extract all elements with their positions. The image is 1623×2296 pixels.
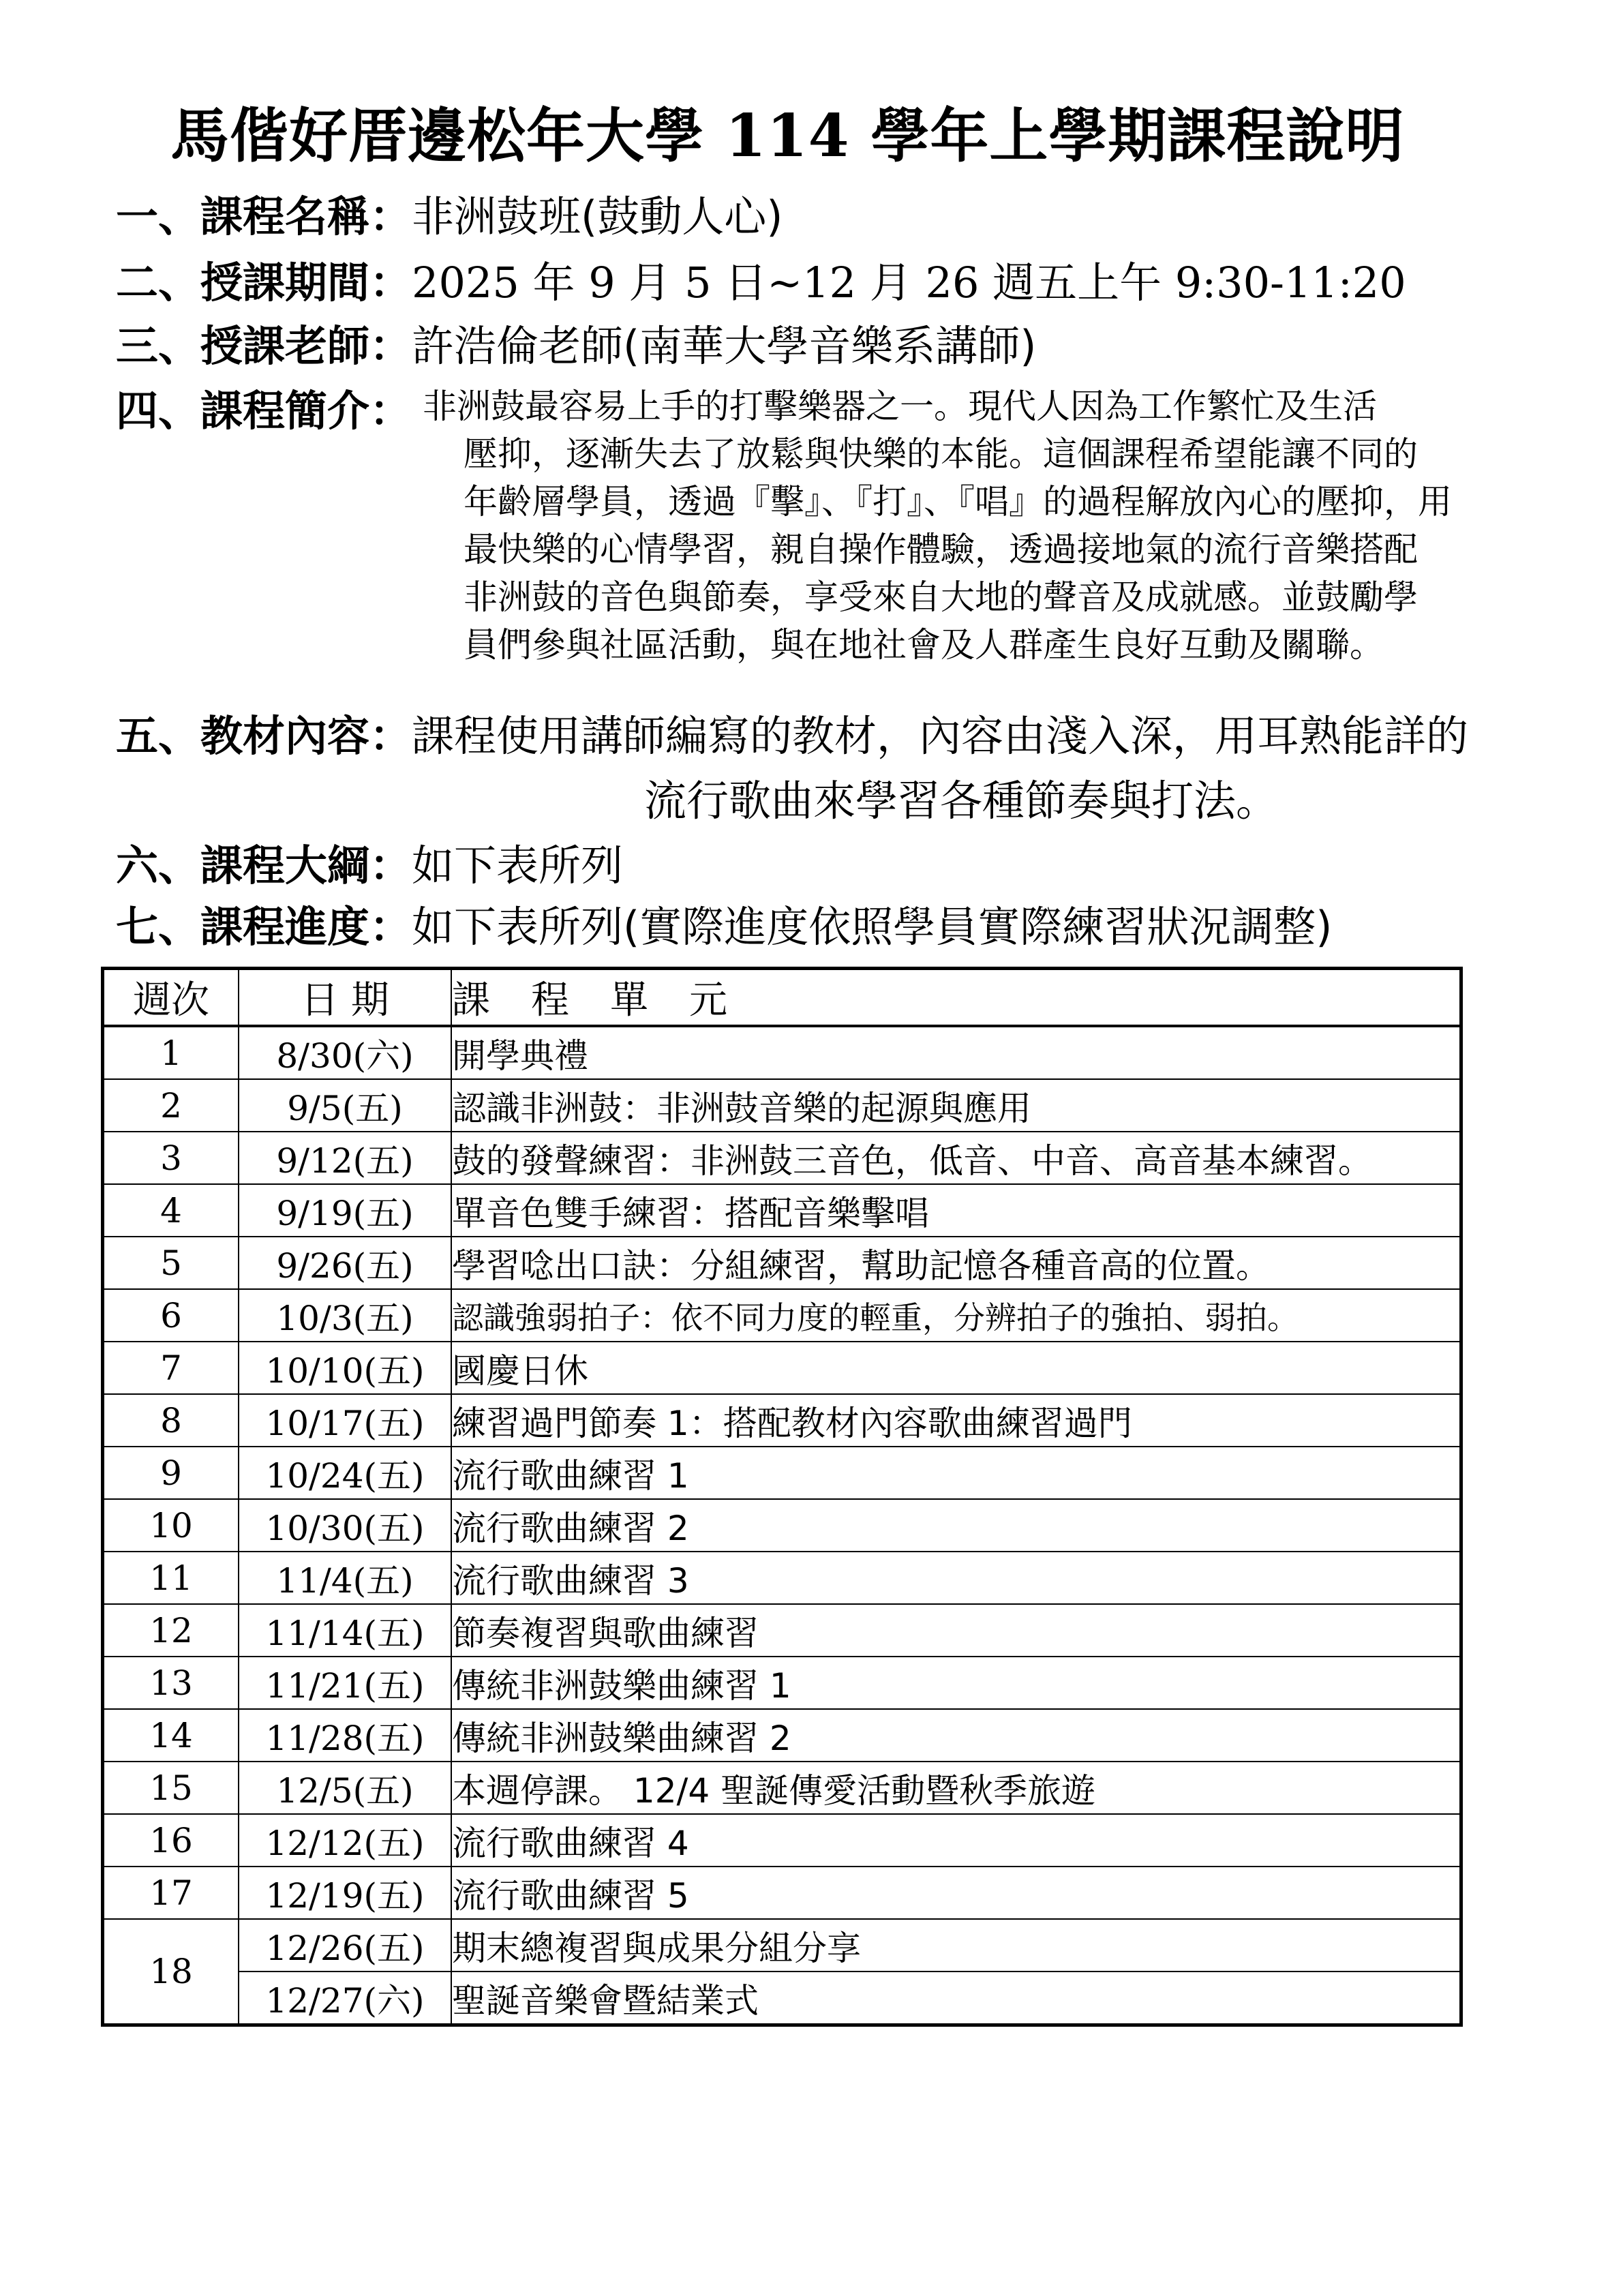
section-progress xyxy=(116,893,1332,954)
week-cell: 16 xyxy=(103,1814,239,1867)
table-row xyxy=(103,1814,1461,1867)
unit-cell: 認識非洲鼓：非洲鼓音樂的起源與應用 xyxy=(451,1079,1461,1132)
unit-cell: 聖誕音樂會暨結業式 xyxy=(451,1972,1461,2025)
intro-line-4: 最快樂的心情學習，親自操作體驗，透過接地氣的流行音樂搭配 xyxy=(464,530,1418,569)
intro-line-3: 年齡層學員，透過『擊』、『打』、『唱』的過程解放內心的壓抑，用 xyxy=(464,482,1452,522)
table-row xyxy=(103,1026,1461,1079)
week-cell: 11 xyxy=(103,1552,239,1604)
week-cell: 14 xyxy=(103,1709,239,1762)
table-row xyxy=(103,1867,1461,1919)
date-cell: 12/27(六) xyxy=(239,1972,451,2025)
unit-cell: 流行歌曲練習 1 xyxy=(451,1447,1461,1499)
week-cell: 3 xyxy=(103,1132,239,1184)
week-cell: 2 xyxy=(103,1079,239,1132)
section-label: 一、課程名稱： xyxy=(116,192,412,241)
material-line-1: 課程使用講師編寫的教材，內容由淺入深，用耳熟能詳的 xyxy=(412,711,1469,761)
section-label: 三、授課老師： xyxy=(116,321,412,371)
table-row xyxy=(103,1289,1461,1342)
date-cell: 10/10(五) xyxy=(239,1342,451,1394)
week-cell: 1 xyxy=(103,1026,239,1079)
section-value: 流行歌曲來學習各種節奏與打法。 xyxy=(644,776,1279,826)
unit-cell: 國慶日休 xyxy=(451,1342,1461,1394)
unit-cell: 流行歌曲練習 5 xyxy=(451,1867,1461,1919)
table-row xyxy=(103,1552,1461,1604)
section-outline xyxy=(116,832,623,892)
section-value: 如下表所列 xyxy=(412,841,624,890)
intro-line-2: 壓抑，逐漸失去了放鬆與快樂的本能。這個課程希望能讓不同的 xyxy=(464,434,1418,474)
unit-cell: 流行歌曲練習 3 xyxy=(451,1552,1461,1604)
table-row xyxy=(103,1079,1461,1132)
date-cell: 9/19(五) xyxy=(239,1184,451,1237)
unit-cell: 認識強弱拍子：依不同力度的輕重，分辨拍子的強拍、弱拍。 xyxy=(451,1289,1461,1342)
unit-cell: 流行歌曲練習 2 xyxy=(451,1499,1461,1552)
section-intro-label xyxy=(116,377,412,438)
table-row xyxy=(103,1657,1461,1709)
table-header-row xyxy=(103,969,1461,1027)
section-material xyxy=(116,702,1468,763)
section-value: 非洲鼓班(鼓動人心) xyxy=(412,192,783,241)
week-cell: 17 xyxy=(103,1867,239,1919)
date-cell: 10/30(五) xyxy=(239,1499,451,1552)
date-cell: 9/5(五) xyxy=(239,1079,451,1132)
material-line-2 xyxy=(644,767,1278,828)
date-cell: 12/5(五) xyxy=(239,1762,451,1814)
unit-cell: 練習過門節奏 1：搭配教材內容歌曲練習過門 xyxy=(451,1394,1461,1447)
week-cell: 7 xyxy=(103,1342,239,1394)
intro-line-1: 非洲鼓最容易上手的打擊樂器之一。現代人因為工作繁忙及生活 xyxy=(423,387,1377,426)
table-row xyxy=(103,1447,1461,1499)
table-row xyxy=(103,1604,1461,1657)
date-cell: 12/26(五) xyxy=(239,1919,451,1972)
date-cell: 11/28(五) xyxy=(239,1709,451,1762)
week-cell: 4 xyxy=(103,1184,239,1237)
table-row xyxy=(103,1237,1461,1289)
week-cell: 10 xyxy=(103,1499,239,1552)
section-label: 四、課程簡介： xyxy=(116,386,412,436)
table-row xyxy=(103,1342,1461,1394)
table-row xyxy=(103,1919,1461,1972)
week-cell: 9 xyxy=(103,1447,239,1499)
unit-cell: 學習唸出口訣：分組練習，幫助記憶各種音高的位置。 xyxy=(451,1237,1461,1289)
date-cell: 10/3(五) xyxy=(239,1289,451,1342)
unit-cell: 傳統非洲鼓樂曲練習 2 xyxy=(451,1709,1461,1762)
table-row xyxy=(103,1972,1461,2025)
schedule-table xyxy=(101,967,1463,2027)
header-week: 週次 xyxy=(103,969,239,1027)
unit-cell: 傳統非洲鼓樂曲練習 1 xyxy=(451,1657,1461,1709)
week-cell: 12 xyxy=(103,1604,239,1657)
section-course-name xyxy=(116,183,783,243)
section-label: 五、教材內容： xyxy=(116,711,412,761)
week-cell: 6 xyxy=(103,1289,239,1342)
intro-line-5: 非洲鼓的音色與節奏，享受來自大地的聲音及成就感。並鼓勵學 xyxy=(464,577,1418,617)
header-unit: 課程單元 xyxy=(451,969,1461,1027)
date-cell: 11/14(五) xyxy=(239,1604,451,1657)
date-cell: 11/21(五) xyxy=(239,1657,451,1709)
unit-cell: 期末總複習與成果分組分享 xyxy=(451,1919,1461,1972)
date-cell: 10/24(五) xyxy=(239,1447,451,1499)
week-cell: 13 xyxy=(103,1657,239,1709)
intro-line-6: 員們參與社區活動，與在地社會及人群產生良好互動及關聯。 xyxy=(464,625,1384,665)
section-value: 2025 年 9 月 5 日~12 月 26 週五上午 9:30-11:20 xyxy=(412,258,1406,307)
table-row xyxy=(103,1184,1461,1237)
unit-cell: 鼓的發聲練習：非洲鼓三音色，低音、中音、高音基本練習。 xyxy=(451,1132,1461,1184)
document-title: 馬偕好厝邊松年大學 114 學年上學期課程說明 xyxy=(170,102,1405,170)
section-teacher xyxy=(116,312,1036,373)
date-cell: 12/19(五) xyxy=(239,1867,451,1919)
table-row xyxy=(103,1762,1461,1814)
section-label: 七、課程進度： xyxy=(116,902,412,952)
week-cell: 18 xyxy=(103,1919,239,2025)
section-value: 如下表所列(實際進度依照學員實際練習狀況調整) xyxy=(412,902,1333,952)
table-row xyxy=(103,1709,1461,1762)
table-row xyxy=(103,1132,1461,1184)
unit-cell: 開學典禮 xyxy=(451,1026,1461,1079)
date-cell: 10/17(五) xyxy=(239,1394,451,1447)
unit-cell: 本週停課。 12/4 聖誕傳愛活動暨秋季旅遊 xyxy=(451,1762,1461,1814)
section-label: 二、授課期間： xyxy=(116,258,412,307)
week-cell: 5 xyxy=(103,1237,239,1289)
week-cell: 15 xyxy=(103,1762,239,1814)
section-label: 六、課程大綱： xyxy=(116,841,412,890)
week-cell: 8 xyxy=(103,1394,239,1447)
date-cell: 9/12(五) xyxy=(239,1132,451,1184)
date-cell: 9/26(五) xyxy=(239,1237,451,1289)
date-cell: 11/4(五) xyxy=(239,1552,451,1604)
unit-cell: 單音色雙手練習：搭配音樂擊唱 xyxy=(451,1184,1461,1237)
section-value: 許浩倫老師(南華大學音樂系講師) xyxy=(412,321,1037,371)
date-cell: 8/30(六) xyxy=(239,1026,451,1079)
section-period xyxy=(116,249,1406,309)
table-row xyxy=(103,1499,1461,1552)
unit-cell: 節奏複習與歌曲練習 xyxy=(451,1604,1461,1657)
table-row xyxy=(103,1394,1461,1447)
header-date: 日 期 xyxy=(239,969,451,1027)
unit-cell: 流行歌曲練習 4 xyxy=(451,1814,1461,1867)
date-cell: 12/12(五) xyxy=(239,1814,451,1867)
